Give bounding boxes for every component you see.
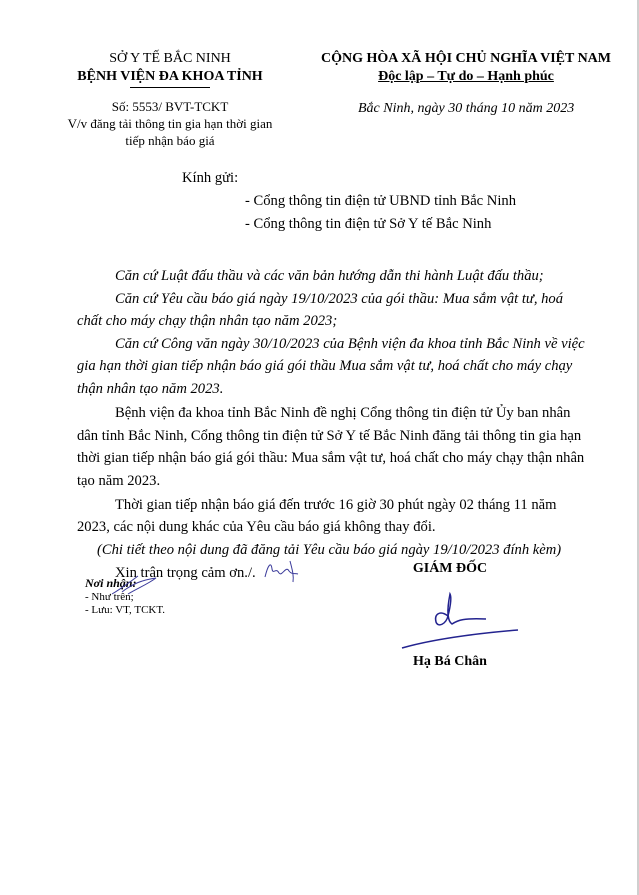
attachment-note: (Chi tiết theo nội dung đã đăng tải Yêu cầu báo giá ngày 19/10/2023 đính kèm) [97,542,562,558]
header-left-rule [130,87,210,88]
recipient-1: - Cổng thông tin điện tử UBND tỉnh Bắc Ninh [245,193,516,209]
para1-line-4: tạo năm 2023. [77,473,161,489]
basis-2-line-1: Căn cứ Yêu cầu báo giá ngày 19/10/2023 của gói thầu: Mua sắm vật tư, hoá [115,291,564,307]
agency-name: SỞ Y TẾ BẮC NINH [109,51,231,66]
recipients-item-2: - Lưu: VT, TCKT. [85,604,166,616]
basis-1: Căn cứ Luật đấu thầu và các văn bản hướng dẫn thi hành Luật đấu thầu; [115,268,544,284]
signature-title: GIÁM ĐỐC [412,561,488,576]
basis-3-line-2: gia hạn thời gian tiếp nhận báo giá gói thầu Mua sắm vật tư, hoá chất cho máy chạy [77,358,573,374]
director-signature [400,590,520,652]
subject-line-2: tiếp nhận báo giá [125,133,215,148]
national-motto: Độc lập – Tự do – Hạnh phúc [378,69,554,84]
initials-mark [262,555,308,585]
date-line: Bắc Ninh, ngày 30 tháng 10 năm 2023 [358,101,575,116]
doc-number: Số: 5553/ BVT-TCKT [111,99,229,114]
hospital-name: BỆNH VIỆN ĐA KHOA TỈNH [77,69,263,84]
para1-line-2: dân tỉnh Bắc Ninh, Cổng thông tin điện tử Sở Y tế Bắc Ninh đăng tải thông tin gia hạn [77,428,582,444]
recipients-item-1: - Như trên; [85,591,134,603]
basis-3-line-3: thận nhân tạo năm 2023. [77,381,224,397]
national-title: CỘNG HÒA XÃ HỘI CHỦ NGHĨA VIỆT NAM [320,51,611,66]
signer-name: Hạ Bá Chân [413,654,487,669]
recipient-2: - Cổng thông tin điện tử Sở Y tế Bắc Ninh [245,216,492,232]
recipients-initials-mark [108,570,168,602]
greeting: Kính gửi: [182,170,239,186]
basis-3-line-1: Căn cứ Công văn ngày 30/10/2023 của Bệnh viện đa khoa tỉnh Bắc Ninh về việc [115,336,585,352]
recipients-title: Nơi nhận: [85,576,137,590]
closing-line: Xin trân trọng cảm ơn./. [115,565,256,581]
para1-line-3: thời gian tiếp nhận báo giá gói thầu: Mua sắm vật tư, hoá chất cho máy chạy thận nhân [77,450,585,466]
subject-line-1: V/v đăng tải thông tin gia hạn thời gian [67,116,273,131]
para2-line-1: Thời gian tiếp nhận báo giá đến trước 16 giờ 30 phút ngày 02 tháng 11 năm [115,497,557,513]
para1-line-1: Bệnh viện đa khoa tỉnh Bắc Ninh đề nghị Cổng thông tin điện tử Ủy ban nhân [115,405,571,421]
para2-line-2: 2023, các nội dung khác của Yêu cầu báo giá không thay đổi. [77,519,436,535]
basis-2-line-2: chất cho máy chạy thận nhân tạo năm 2023; [77,313,338,329]
